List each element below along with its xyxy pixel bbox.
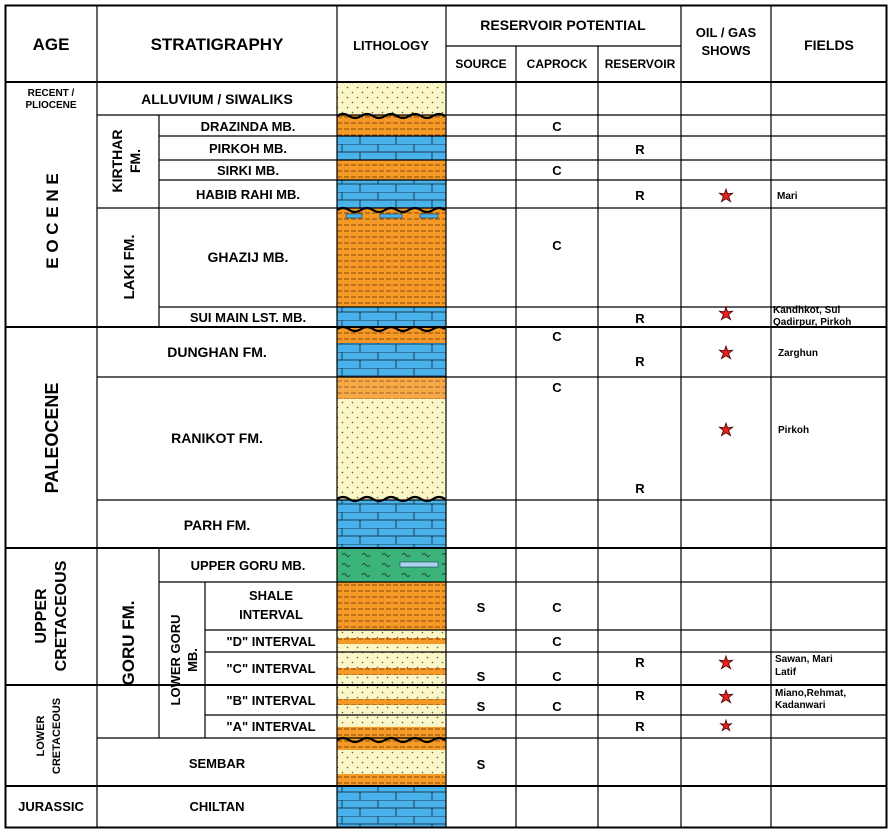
age-jurassic: JURASSIC (18, 799, 84, 814)
mark-ranikot-caprock: C (552, 380, 562, 395)
age-eocene: E O C E N E (43, 173, 62, 269)
header-fields: FIELDS (804, 37, 854, 53)
unit-dunghan: DUNGHAN FM. (167, 344, 267, 360)
field-habib: Mari (777, 191, 798, 202)
lith-sirki (337, 160, 446, 180)
lith-alluvium (337, 82, 446, 115)
field-b-line2: Kadanwari (775, 700, 826, 711)
mark-ghazij-caprock: C (552, 238, 562, 253)
age-upper-cret-line2: CRETACEOUS (53, 560, 70, 672)
lith-shale-interval (337, 582, 446, 630)
lith-d-interval-sand (337, 630, 446, 638)
unit-upper-goru: UPPER GORU MB. (190, 558, 306, 573)
mark-b-source: S (476, 699, 486, 714)
show-star-icon-a-interval (721, 720, 732, 731)
unit-pirkoh: PIRKOH MB. (209, 141, 287, 156)
age-lower-cret-line2: CRETACEOUS (51, 697, 63, 775)
unit-sui-main: SUI MAIN LST. MB. (189, 310, 307, 325)
group-column (109, 130, 200, 706)
lith-a-interval-sand (337, 715, 446, 727)
age-paleocene: PALEOCENE (42, 382, 62, 494)
field-sui-line1: Kandhkot, Sui (773, 305, 841, 316)
lith-c-interval-sand (337, 652, 446, 668)
header-reservoir-potential: RESERVOIR POTENTIAL (480, 17, 646, 33)
mark-shale-source: S (476, 600, 486, 615)
potential-marks (477, 119, 646, 772)
unit-ranikot: RANIKOT FM. (171, 430, 263, 446)
lith-b-interval-sand (337, 685, 446, 699)
lith-parh (337, 500, 446, 548)
table-header (33, 17, 854, 71)
field-c-line1: Sawan, Mari (775, 654, 833, 665)
lith-habib-rahi (337, 180, 446, 208)
mark-sui-reservoir: R (635, 311, 645, 326)
mark-a-reservoir: R (635, 719, 645, 734)
mark-c-caprock: C (552, 669, 562, 684)
show-star-icon-sui (719, 307, 732, 320)
header-age: AGE (32, 35, 70, 54)
unit-alluvium: ALLUVIUM / SIWALIKS (141, 91, 293, 107)
unit-b-interval: "B" INTERVAL (226, 693, 316, 708)
lith-ranikot (337, 399, 446, 500)
mark-c-reservoir: R (635, 655, 645, 670)
field-ranikot: Pirkoh (778, 425, 810, 436)
age-column (18, 88, 84, 814)
age-lower-cret-line1: LOWER (35, 715, 47, 757)
lith-ranikot-top (337, 377, 446, 399)
header-caprock: CAPROCK (526, 57, 588, 71)
lith-sembar-top (337, 738, 446, 750)
mark-dunghan-caprock: C (552, 329, 562, 344)
header-shows-line1: OIL / GAS (695, 25, 757, 40)
age-upper-cret-line1: UPPER (33, 588, 50, 644)
group-goru: GORU FM. (119, 600, 138, 686)
lith-sembar (337, 750, 446, 774)
lith-d-interval-sand-2 (337, 644, 446, 652)
header-lithology: LITHOLOGY (353, 38, 429, 53)
group-kirthar-line1: KIRTHAR (109, 129, 125, 193)
show-star-icon-ranikot (719, 423, 732, 436)
mark-shale-caprock: C (552, 600, 562, 615)
show-markers (719, 189, 732, 731)
lith-dunghan-top (337, 327, 446, 343)
lith-c-interval-shale (337, 668, 446, 675)
mark-pirkoh-reservoir: R (635, 142, 645, 157)
age-recent-line1: RECENT / (27, 88, 75, 99)
unit-shale-line1: SHALE (248, 588, 294, 603)
lith-sui (337, 307, 446, 327)
mark-b-reservoir: R (635, 688, 645, 703)
unit-chiltan: CHILTAN (189, 799, 245, 814)
show-star-icon-habib (719, 189, 732, 202)
lith-ghazij-lens-1 (346, 214, 362, 218)
group-kirthar-line2: FM. (127, 148, 143, 174)
show-star-icon-b-interval (719, 690, 732, 703)
unit-parh: PARH FM. (183, 517, 251, 533)
unit-ghazij: GHAZIJ MB. (207, 249, 289, 265)
unit-shale-line2: INTERVAL (239, 607, 303, 622)
field-sui-line2: Qadirpur, Pirkoh (773, 317, 852, 328)
lith-pirkoh (337, 136, 446, 160)
table-grid (6, 6, 887, 828)
lith-dunghan (337, 343, 446, 377)
age-recent-line2: PLIOCENE (25, 100, 77, 111)
field-b-line1: Miano,Rehmat, (775, 688, 847, 699)
lith-sembar-base (337, 774, 446, 786)
lith-b-interval-sand-2 (337, 705, 446, 715)
unit-sembar: SEMBAR (188, 756, 246, 771)
header-reservoir: RESERVOIR (604, 57, 676, 71)
lith-upper-goru-lens (400, 562, 438, 567)
group-laki: LAKI FM. (121, 234, 138, 300)
lith-ghazij (337, 208, 446, 307)
mark-d-caprock: C (552, 634, 562, 649)
group-lower-goru-line2: MB. (185, 648, 200, 672)
unit-sirki: SIRKI MB. (216, 163, 280, 178)
group-lower-goru-line1: LOWER GORU (168, 614, 183, 706)
mark-sembar-source: S (476, 757, 486, 772)
show-star-icon-c-interval (719, 656, 732, 669)
header-stratigraphy: STRATIGRAPHY (150, 35, 284, 54)
lith-a-interval-shale (337, 727, 446, 738)
mark-c-source: S (476, 669, 486, 684)
lith-b-interval-shale (337, 699, 446, 705)
header-shows-line2: SHOWS (701, 43, 751, 58)
lith-d-interval-shale (337, 638, 446, 644)
header-source: SOURCE (455, 57, 507, 71)
unit-drazinda: DRAZINDA MB. (200, 119, 296, 134)
fields-column (773, 191, 851, 711)
unit-habib-rahi: HABIB RAHI MB. (196, 187, 300, 202)
lith-ghazij-lens-3 (420, 214, 438, 218)
mark-ranikot-reservoir: R (635, 481, 645, 496)
mark-dunghan-reservoir: R (635, 354, 645, 369)
lith-chiltan (337, 786, 446, 827)
field-dunghan: Zarghun (778, 348, 818, 359)
lith-c-interval-sand-2 (337, 675, 446, 685)
mark-b-caprock: C (552, 699, 562, 714)
unit-a-interval: "A" INTERVAL (226, 719, 316, 734)
mark-sirki-caprock: C (552, 163, 562, 178)
mark-habib-reservoir: R (635, 188, 645, 203)
field-c-line2: Latif (775, 667, 797, 678)
show-star-icon-dunghan (719, 346, 732, 359)
mark-drazinda-caprock: C (552, 119, 562, 134)
unit-d-interval: "D" INTERVAL (226, 634, 316, 649)
lith-ghazij-lens-2 (380, 214, 402, 218)
unit-c-interval: "C" INTERVAL (226, 661, 316, 676)
